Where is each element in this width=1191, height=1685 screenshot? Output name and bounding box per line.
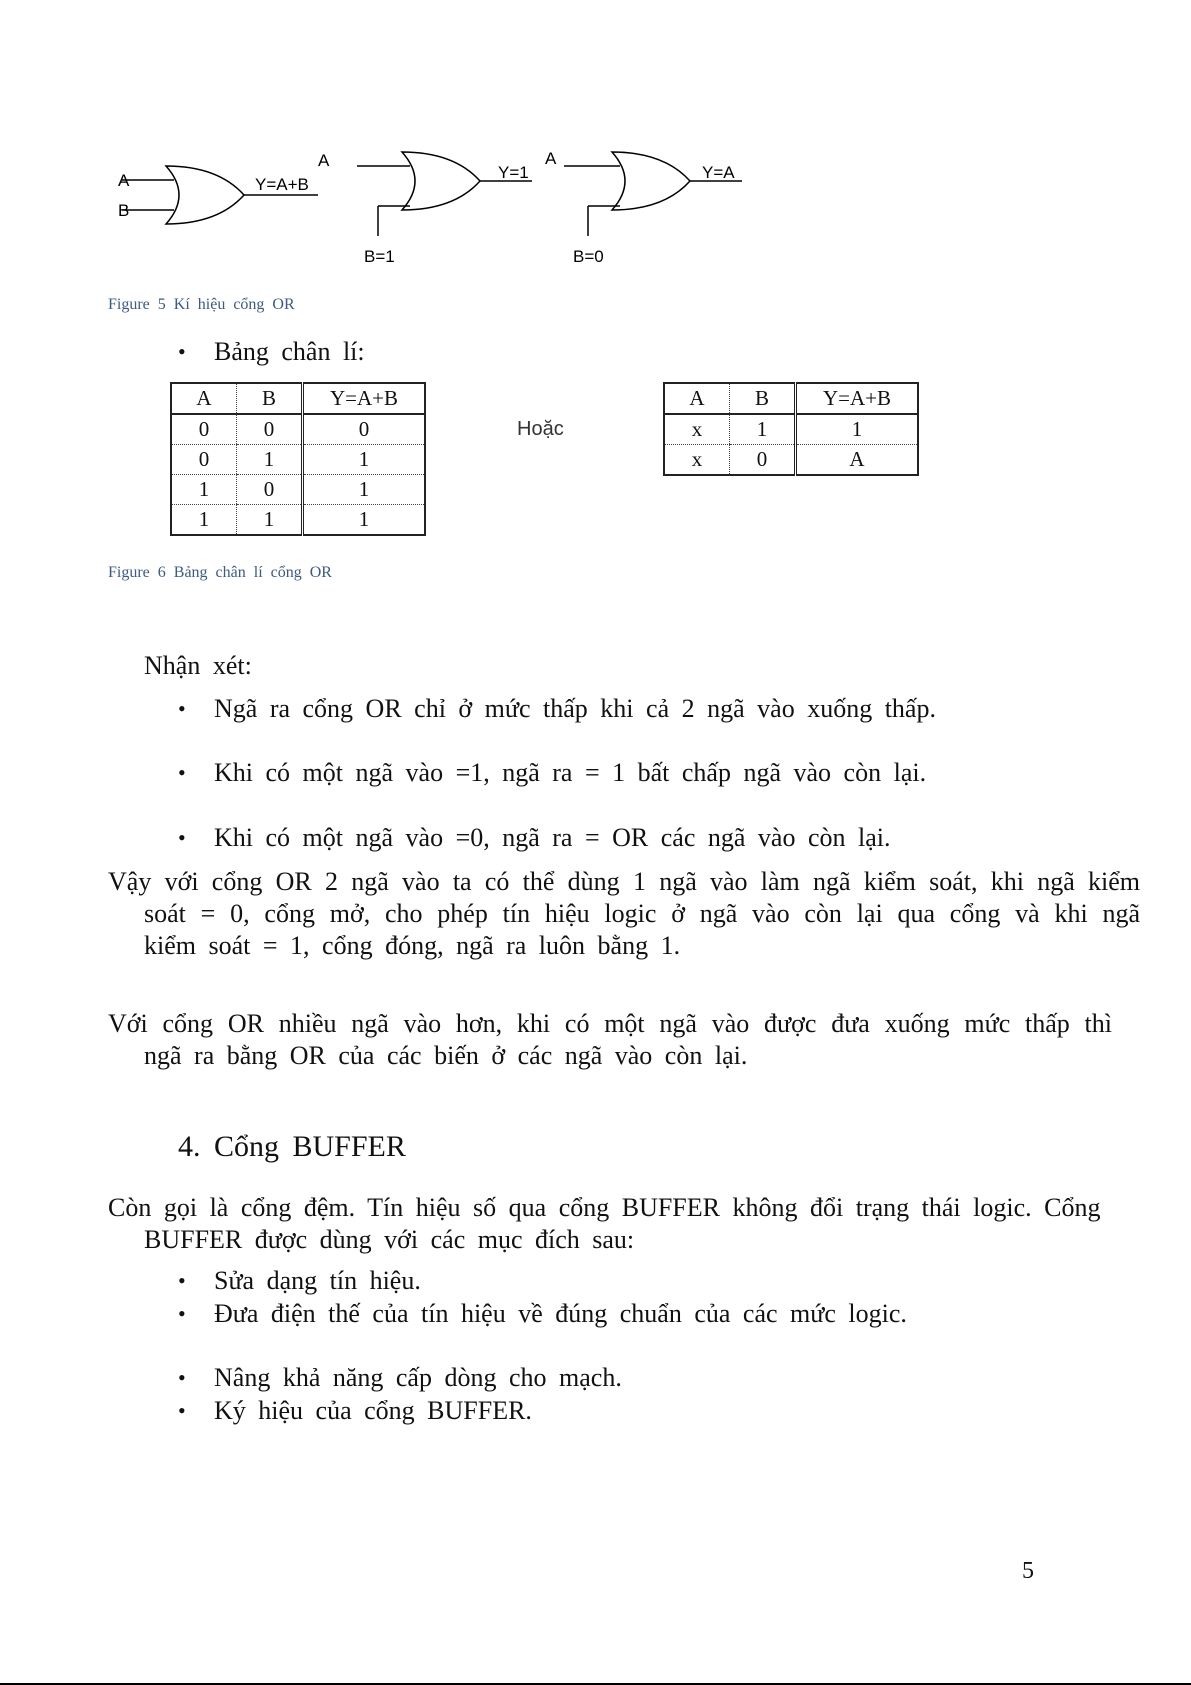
or-label: Hoặc <box>517 418 564 440</box>
table-cell: 1 <box>303 505 426 536</box>
table-header-b: B <box>730 383 796 414</box>
table-cell: 0 <box>237 414 303 445</box>
gate3-output: Y=A <box>702 163 735 182</box>
or-gate-3 <box>545 150 742 266</box>
table-cell: 0 <box>303 414 426 445</box>
table-row <box>171 505 425 536</box>
buffer-purpose-text: Đưa điện thế của tín hiệu về đúng chuẩn của các mức logic. <box>214 1299 907 1328</box>
table-header-a: A <box>171 383 237 414</box>
bullet-icon: • <box>178 1365 186 1390</box>
remark-text: Ngã ra cổng OR chỉ ở mức thấp khi cả 2 ngã vào xuống thấp. <box>214 694 936 723</box>
remark-item <box>178 822 1108 854</box>
bullet-icon: • <box>178 1301 186 1326</box>
buffer-purpose-item <box>178 1395 1058 1427</box>
gate2-output: Y=1 <box>498 163 529 182</box>
table-cell: 0 <box>171 445 237 475</box>
buffer-intro: Còn gọi là cổng đệm. Tín hiệu số qua cổng BUFFER không đổi trạng thái logic. Cổng BUFFER được dùng với các mục đích sau: <box>108 1193 1101 1254</box>
paragraph-multi-input: Với cổng OR nhiều ngã vào hơn, khi có một ngã vào được đưa xuống mức thấp thì ngã ra bằng OR của các biến ở các ngã vào còn lại. <box>108 1009 1112 1070</box>
or-gate-symbols-figure <box>108 150 748 276</box>
gate3-input-b: B=0 <box>573 247 604 266</box>
bullet-icon: • <box>178 696 186 721</box>
table-cell: 1 <box>730 414 796 445</box>
bullet-icon: • <box>178 760 186 785</box>
table-header-a: A <box>664 383 730 414</box>
buffer-purpose-text: Sửa dạng tín hiệu. <box>214 1266 421 1295</box>
remark-item <box>178 693 1078 725</box>
figure5-caption: Figure 5 Kí hiệu cổng OR <box>108 296 295 313</box>
gate1-input-a: A <box>118 171 130 190</box>
or-truth-table-short <box>663 382 919 476</box>
table-cell: 1 <box>796 414 919 445</box>
table-cell: A <box>796 445 919 476</box>
gate2-input-a: A <box>318 151 330 170</box>
table-cell: 1 <box>303 475 426 505</box>
truth-table-heading: Bảng chân lí: <box>214 337 365 366</box>
truth-table-heading-row <box>178 336 365 368</box>
gate1-output: Y=A+B <box>255 175 309 194</box>
table-row <box>171 445 425 475</box>
table-cell: x <box>664 414 730 445</box>
table-cell: 1 <box>237 445 303 475</box>
table-row <box>664 414 918 445</box>
table-header-y: Y=A+B <box>303 383 426 414</box>
table-header-row <box>664 383 918 414</box>
table-header-row <box>171 383 425 414</box>
gate2-input-b: B=1 <box>364 247 395 266</box>
table-cell: 0 <box>171 414 237 445</box>
table-cell: 1 <box>198 507 210 531</box>
remark-text: Khi có một ngã vào =1, ngã ra = 1 bất chấp ngã vào còn lại. <box>214 758 927 787</box>
table-row <box>171 414 425 445</box>
gate1-input-b: B <box>118 201 130 220</box>
remarks-heading: Nhận xét: <box>144 651 252 680</box>
table-header-y: Y=A+B <box>796 383 919 414</box>
table-row <box>664 445 918 476</box>
table-cell: 1 <box>237 505 303 536</box>
or-gate-2 <box>318 151 532 266</box>
table-cell: 1 <box>171 475 237 505</box>
bullet-icon: • <box>178 1268 186 1293</box>
bullet-icon: • <box>178 339 186 364</box>
buffer-purpose-text: Nâng khả năng cấp dòng cho mạch. <box>214 1363 622 1392</box>
figure6-caption: Figure 6 Bảng chân lí cổng OR <box>108 564 332 581</box>
buffer-purpose-text: Ký hiệu của cổng BUFFER. <box>214 1396 532 1425</box>
or-truth-table <box>170 382 426 536</box>
remark-item <box>178 757 1058 789</box>
table-header-b: B <box>237 383 303 414</box>
bullet-icon: • <box>178 825 186 850</box>
table-cell: 1 <box>303 445 426 475</box>
paragraph-control-input: Vậy với cổng OR 2 ngã vào ta có thể dùng 1 ngã vào làm ngã kiểm soát, khi ngã kiểm soát = 0, cổng mở, cho phép tín hiệu logic ở ngã vào còn lại qua cổng và khi ngã kiểm soát = 1, cổng đóng, ngã ra luôn bằng 1. <box>108 867 1140 960</box>
buffer-purpose-item <box>178 1265 1058 1297</box>
buffer-purpose-item <box>178 1362 1058 1394</box>
section-title: 4. Cổng BUFFER <box>178 1130 406 1163</box>
remark-text: Khi có một ngã vào =0, ngã ra = OR các ngã vào còn lại. <box>214 823 891 852</box>
table-cell: 0 <box>730 445 796 476</box>
gate3-input-a: A <box>545 150 557 168</box>
buffer-purpose-item <box>178 1298 1058 1330</box>
bullet-icon: • <box>178 1398 186 1423</box>
table-cell: x <box>691 447 703 471</box>
or-gate-1 <box>118 166 318 224</box>
table-row <box>171 475 425 505</box>
table-cell: 0 <box>237 475 303 505</box>
page-number: 5 <box>1022 1558 1034 1584</box>
